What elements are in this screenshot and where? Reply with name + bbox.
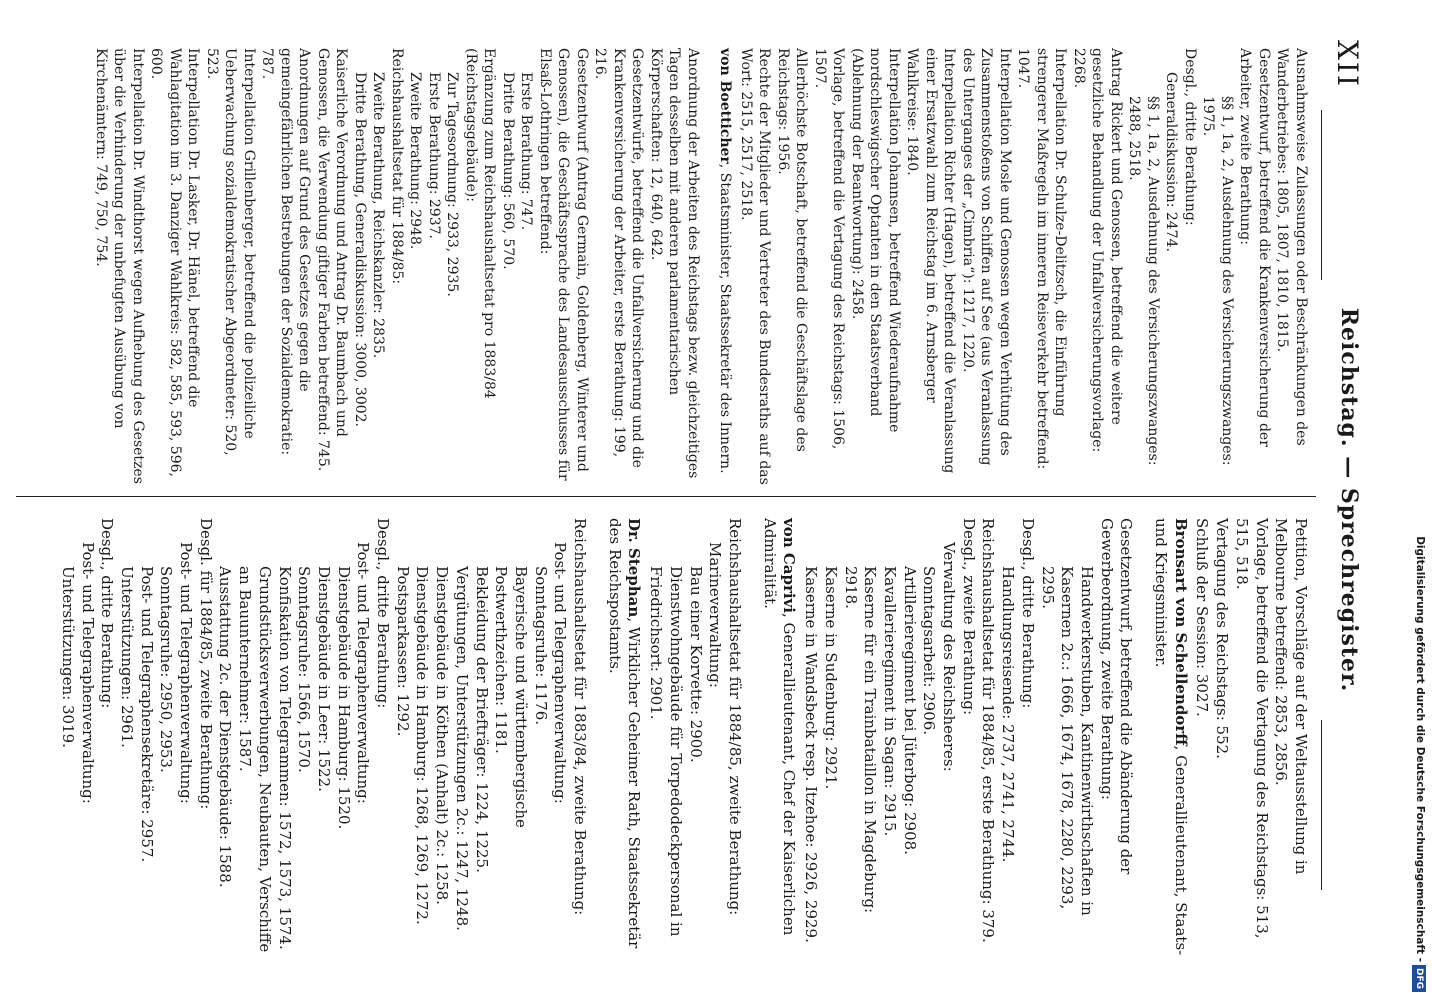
speaker-title: , Staatsminister, Staatssekretär des Innern. <box>717 163 734 474</box>
index-entry: Verwaltung des Reichsheeres: <box>940 542 959 772</box>
left-column <box>92 48 1311 486</box>
speaker-name: Bronsart von Schellendorff <box>1171 518 1190 746</box>
index-entry: Kaiserliche Verordnung und Antrag Dr. Baumbach und Genossen, die Verwendung giftiger Farben betreffend: 745. <box>315 48 350 472</box>
index-entry: Anordnung der Arbeiten des Reichstags bezw. gleichzeitiges Tagen desselben mit anderen parlamentarischen Körperschaften: 12, 640, 642. <box>648 48 701 479</box>
page-number: XII <box>1331 40 1364 89</box>
index-entry: Gesetzentwurf (Antrag Germain, Goldenberg, Winterer und Genossen), die Geschäftssprache des Landesausschusses für Elsaß-Lothringen betreffend: <box>537 48 590 481</box>
index-entry: Sonntagsarbeit: 2906. <box>920 566 939 736</box>
index-entry: Sonntagsruhe: 2950, 2953. <box>157 566 176 773</box>
speaker-heading <box>759 518 798 956</box>
index-entry: Allerhöchste Botschaft, betreffend die Geschäftslage des Reichstags: 1956. <box>775 48 810 452</box>
index-entry: Desgl., zweite Berathung: <box>959 518 978 716</box>
index-entry: Gesetzentwürfe, betreffend die Unfallversicherung und die Krankenversicherung der Arbeiter, erste Berathung: 199, 216. <box>592 48 646 468</box>
index-entry: Dritte Berathung, Generaldiskussion: 3000, 3002. <box>352 72 368 428</box>
dfg-logo: DFG <box>1412 965 1426 992</box>
speaker-title: , Generallieutenant, Chef der Kaiserlichen Admiralität. <box>760 518 799 936</box>
index-entry: Reichshaushaltsetat für 1883/84, zweite Berathung: <box>571 518 590 916</box>
index-entry: Bekleidung der Briefträger: 1224, 1225. <box>472 566 491 873</box>
index-entry: Artillerieregiment bei Jüterbog: 2908. <box>900 566 919 855</box>
index-entry: Generaldiskussion: 2474. <box>1163 72 1180 252</box>
index-entry: Vertagung des Reichstags: 552. <box>1213 518 1232 759</box>
index-entry: Petition, Vorschläge auf der Weltausstellung in Melbourne betreffend: 2853, 2856. <box>1272 518 1310 875</box>
index-entry: Post- und Telegraphenverwaltung: <box>78 542 97 804</box>
column-divider <box>16 496 1316 497</box>
index-entry: Desgl. für 1884/85, zweite Berathung: <box>196 518 215 810</box>
index-entry: Gesetzentwurf, betreffend die Abänderung der Gewerbeordnung, zweite Berathung: <box>1097 518 1136 875</box>
index-entry: Handwerkerstuben, Kantinenwirthschaften in Kasernen 2c.: 1666, 1674, 1678, 2280, 2293, 2295. <box>1038 566 1096 916</box>
index-entry: Erste Berathung: 747. <box>518 72 535 231</box>
index-entry: Bayerische und württembergische Postwerthzeichen: 1181. <box>492 566 530 828</box>
speaker-heading <box>1150 518 1189 956</box>
right-column <box>57 518 1310 956</box>
index-entry: Dienstgebäude in Leer: 1522. <box>314 566 333 792</box>
speaker-title: , Generallieutenant, Staats- und Kriegsminister. <box>1152 518 1190 956</box>
index-entry: §§ 1, 1a, 2, Ausdehnung des Versicherungszwanges: 2488, 2518. <box>1126 96 1161 466</box>
index-entry: Grundstücksverwerbungen, Neubauten, Verschiffe an Bauunternehmer: 1587. <box>236 566 274 953</box>
index-entry: Konfiskation von Telegrammen: 1572, 1573, 1574. <box>275 566 294 950</box>
index-entry: Vorlage, betreffend die Vertagung des Reichstags: 513, 515, 518. <box>1232 518 1271 939</box>
speaker-name: Dr. Stephan <box>625 518 644 618</box>
index-entry: §§ 1, 1a, 2, Ausdehnung des Versicherungszwanges: 1975. <box>1200 96 1235 466</box>
index-entry: Desgl., dritte Berathung: <box>1018 518 1037 709</box>
index-entry: Dienstgebäude in Köthen (Anhalt) 2c.: 1258. <box>433 566 452 905</box>
index-entry: Zweite Berathung, Reichskanzler: 2835. <box>370 72 387 359</box>
index-entry: Interpellation Mosle und Genossen wegen Verhütung des Zusammenstoßens von Schiffen auf See (aus Veranlassung des Unterganges der „Cimbria“): 1217, 1220. <box>960 48 1013 466</box>
index-entry: Vorlage, betreffend die Vertagung des Reichstags: 1506, 1507. <box>812 48 847 450</box>
index-entry: Kaserne in Sudenburg: 2921. <box>821 566 840 790</box>
index-entry: Sonntagsruhe: 1566, 1570. <box>295 566 314 773</box>
speaker-heading <box>604 518 643 956</box>
index-entry: Interpellation Johannsen, betreffend Wiederaufnahme nordschleswigscher Optanten in den Staatsverband (Ablehnung der Beantwortung): 2458. <box>849 48 902 433</box>
page-title: Reichstag. — Sprechregister. <box>1336 307 1362 693</box>
index-entry: Erste Berathung: 2937. <box>426 72 442 239</box>
index-entry: Dienstgebäude in Hamburg: 1268, 1269, 1272. <box>413 566 432 925</box>
index-entry: Post- und Telegraphenverwaltung: <box>551 542 570 804</box>
index-entry: Bau einer Korvette: 2900. <box>686 566 705 763</box>
index-entry: Ausstattung 2c. der Dienstgebäude: 1588. <box>216 566 235 888</box>
index-entry: Reichshaushaltsetat für 1884/85: <box>389 48 405 285</box>
index-entry: Dienstwohngebäude für Torpedodeckpersonal in Friedrichsort: 2901. <box>647 566 685 937</box>
index-entry: Dienstgebäude in Hamburg: 1520. <box>334 566 353 830</box>
index-entry: Post- und Telegraphensekretäre: 2957. <box>137 566 156 863</box>
index-entry: Kaserne für ein Trainbataillon in Magdeburg: 2918. <box>841 566 880 914</box>
speaker-name: von Caprivi <box>780 518 799 614</box>
index-entry: Dritte Berathung: 560, 570. <box>500 72 516 270</box>
index-entry: Postsparkassen: 1292. <box>393 566 412 737</box>
index-entry: Zweite Berathung: 2948. <box>407 72 424 250</box>
header-rule-left <box>1321 110 1322 280</box>
credit-text: Digitalisierung gefördert durch die Deutsche Forschungsgemeinschaft - <box>1414 536 1426 962</box>
index-entry: Post- und Telegraphenverwaltung: <box>354 542 373 804</box>
index-entry: Zur Tagesordnung: 2933, 2935. <box>444 72 461 297</box>
speaker-title: , Wirklicher Geheimer Rath, Staatssekretär des Reichspostamts. <box>605 518 644 949</box>
index-entry: Ergänzung zum Reichshaushaltsetat pro 1883/84 (Reichstagsgebäude): <box>463 48 498 399</box>
index-entry: Interpellation Dr. Lasker, Dr. Hänel, betreffend die Wahlagitation im 3. Danziger Wahlkreis: 582, 585, 593, 596, 600. <box>148 48 202 477</box>
index-entry: Vergütungen, Unterstützungen 2c.: 1247, 1248. <box>452 566 471 931</box>
index-entry: Rechte der Mitglieder und Vertreter des Bundesraths auf das Wort: 2515, 2517, 2518. <box>738 48 773 485</box>
index-entry: Anordnungen auf Grund des Gesetzes gegen die gemeingefährlichen Bestrebungen der Sozialdemokratie: 787. <box>259 48 313 456</box>
index-entry: Sonntagsruhe: 1176. <box>531 566 550 726</box>
digitization-credit <box>1410 4 1430 996</box>
index-entry: Reichshaushaltsetat für 1884/85, erste Berathung: 379. <box>979 518 998 943</box>
index-entry: Gesetzentwurf, betreffend die Krankenversicherung der Arbeiter, zweite Berathung: <box>1237 48 1272 447</box>
index-entry: Desgl., dritte Berathung: <box>98 518 117 709</box>
index-entry: Desgl., dritte Berathung: <box>1182 48 1198 226</box>
index-entry: Handlungsreisende: 2737, 2741, 2744. <box>999 566 1018 863</box>
page-header <box>1310 0 1380 1000</box>
index-entry: Interpellation Dr. Windthorst wegen Aufhebung des Gesetzes über die Verhinderung der unbefugten Ausübung von Kirchenämtern: 749, 750, 754. <box>93 48 146 484</box>
header-rule-right <box>1321 720 1322 890</box>
index-entry: Ausnahmsweise Zulassungen oder Beschränkungen des Wanderbetriebes: 1805, 1807, 1810, 1815. <box>1274 48 1309 446</box>
index-entry: Reichshaushaltsetat für 1884/85, zweite Berathung: <box>726 518 745 916</box>
index-entry: Kaserne in Wandsbeck resp. Itzehoe: 2926, 2929. <box>802 566 821 943</box>
index-entry: Schluß der Session: 3027. <box>1193 518 1212 717</box>
index-entry: Post- und Telegraphenverwaltung: <box>177 542 196 804</box>
index-entry: Marineverwaltung: <box>706 542 725 688</box>
index-entry: Interpellation Richter (Hagen), betreffend die Veranlassung einer Ersatzwahl zum Reichstag im 6. Arnsberger Wahlkreise: 1840. <box>904 48 958 474</box>
index-entry: Unterstützungen: 2961. <box>117 566 136 748</box>
index-entry: Antrag Rickert und Genossen, betreffend die weitere gesetzliche Behandlung der Unfallversicherungsvorlage: 2268. <box>1071 48 1124 453</box>
index-entry: Kavallerieregiment in Sagan: 2915. <box>880 566 899 837</box>
speaker-name: von Boetticher <box>717 48 734 164</box>
index-entry: Interpellation Dr. Schulze-Delitzsch, die Einführung strengerer Maßregeln im inneren Reiseverkehr betreffend: 1047. <box>1015 48 1069 470</box>
index-entry: Unterstützungen: 3019. <box>58 566 77 748</box>
index-entry: Interpellation Grillenberger, betreffend die polizeiliche Ueberwachung sozialdemokratischer Abgeordneter: 520, 523. <box>204 48 257 456</box>
index-entry: Desgl., dritte Berathung: <box>374 518 393 709</box>
speaker-heading <box>716 48 735 486</box>
